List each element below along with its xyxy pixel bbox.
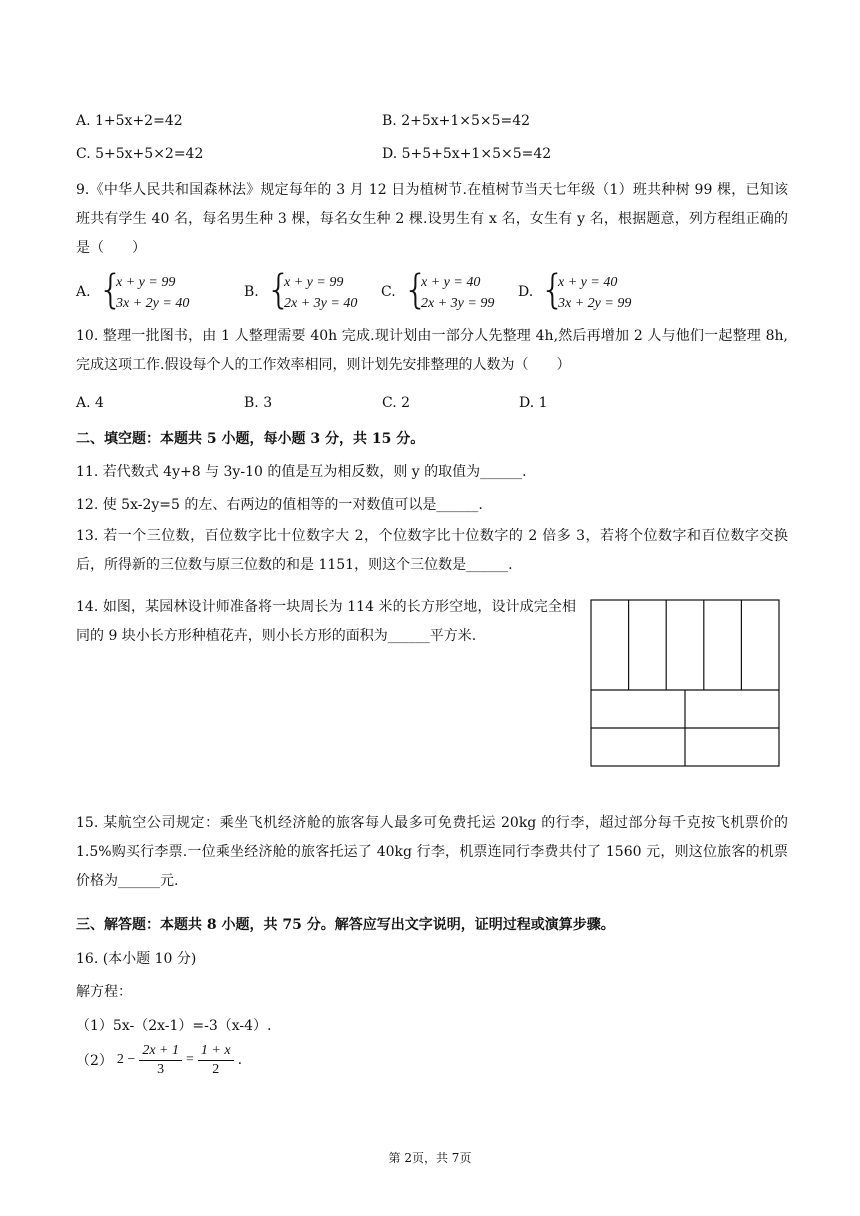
q8-option-a: A. 1+5x+2=42 [76,113,183,129]
q16-part2-equals: = [186,1052,194,1067]
q10-option-a: A. 4 [76,395,104,411]
q14-rectangle-figure [590,599,782,769]
q12-stem: 12. 使 5x-2y=5 的左、右两边的值相等的一对数值可以是______. [76,497,483,513]
q8-option-b: B. 2+5x+1×5×5=42 [382,113,531,129]
fraction-denominator: 3 [157,1061,165,1077]
page-footer: 第 2页，共 7页 [388,1151,472,1165]
q10-option-b: B. 3 [244,395,273,411]
q14-stem: 14. 如图，某园林设计师准备将一块周长为 114 米的长方形空地，设计成完全相同的 9 块小长方形种植花卉，则小长方形的面积为______平方米. [76,599,576,644]
brace-icon: { [98,267,124,313]
q9-option-b-label: B. [244,284,259,300]
q9-option-d [518,267,658,316]
q13-stem: 13. 若一个三位数，百位数字比十位数字大 2，个位数字比十位数字的 2 倍多 3，若将个位数字和百位数字交换后，所得新的三位数与原三位数的和是 1151，则这个三位数是______. [76,528,788,573]
q9-option-a-eq1: x + y = 99 [116,275,176,290]
q8-option-d: D. 5+5+5x+1×5×5=42 [382,146,552,162]
q9-stem: 9.《中华人民共和国森林法》规定每年的 3 月 12 日为植树节.在植树节当天七年级（1）班共种树 99 棵，已知该班共有学生 40 名，每名男生种 3 棵，每名女生种 2 棵.设男生有 x 名，女生有 y 名，根据题意，列方程组正确的是（ ） [76,182,788,256]
q9-option-d-eq1: x + y = 40 [558,275,618,290]
q9-option-c-eq2: 2x + 3y = 99 [421,296,495,311]
fraction-denominator: 2 [212,1061,220,1077]
q16-part1: （1）5x-（2x-1）=-3（x-4）. [76,1018,272,1034]
q8-option-c: C. 5+5x+5×2=42 [76,146,204,162]
section-heading-solutions: 三、解答题：本题共 8 小题，共 75 分。解答应写出文字说明，证明过程或演算步骤。 [76,917,615,933]
q9-option-b-eq2: 2x + 3y = 40 [284,296,358,311]
q9-option-a [76,267,236,316]
q9-option-c-label: C. [381,284,396,300]
q10-option-d: D. 1 [519,395,548,411]
fraction-numerator: 2x + 1 [139,1042,182,1061]
q9-option-a-eq2: 3x + 2y = 40 [116,296,190,311]
q9-option-b-eq1: x + y = 99 [284,275,344,290]
q16-part2 [76,1039,242,1081]
q10-stem: 10. 整理一批图书，由 1 人整理需要 40h 完成.现计划由一部分人先整理 4h,然后再增加 2 人与他们一起整理 8h,完成这项工作.假设每个人的工作效率相同，则计划先安排整理的人数为（ ） [76,328,788,373]
q16-title: 16. (本小题 10 分) [76,951,197,967]
q9-option-c-eq1: x + y = 40 [421,275,481,290]
q9-option-d-label: D. [518,284,534,300]
q9-option-d-eq2: 3x + 2y = 99 [558,296,632,311]
q9-option-c [381,267,521,316]
q10-option-c: C. 2 [382,395,411,411]
q16-part2-fraction-1 [139,1042,182,1079]
q11-stem: 11. 若代数式 4y+8 与 3y-10 的值是互为相反数，则 y 的取值为______. [76,464,527,480]
q9-option-b [244,267,384,316]
brace-icon: { [540,267,566,313]
q16-part2-end: . [237,1052,243,1068]
q16-part2-fraction-2 [198,1042,234,1079]
q9-option-a-label: A. [76,284,91,300]
brace-icon: { [403,267,429,313]
section-heading-fill-in: 二、填空题：本题共 5 小题，每小题 3 分，共 15 分。 [76,431,425,447]
q16-part2-label: （2） [76,1053,113,1069]
brace-icon: { [266,267,292,313]
q16-intro: 解方程： [76,984,132,1000]
q16-part2-lhs: 2 − [116,1052,136,1067]
fraction-numerator: 1 + x [198,1042,234,1061]
q15-stem: 15. 某航空公司规定：乘坐飞机经济舱的旅客每人最多可免费托运 20kg 的行李，超过部分每千克按飞机票价的 1.5%购买行李票.一位乘坐经济舱的旅客托运了 40kg 行李，机票连同行李费共付了 1560 元，则这位旅客的机票价格为______元. [76,815,788,889]
